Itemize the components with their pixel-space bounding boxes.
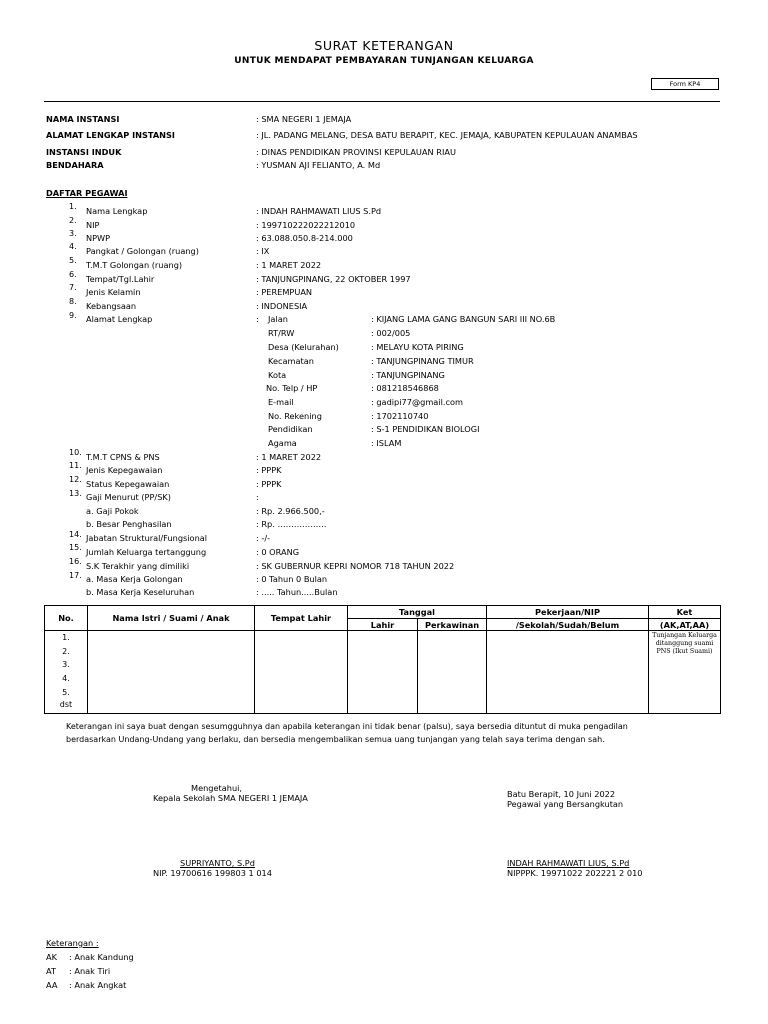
col-lahir-header: Lahir: [348, 619, 418, 631]
field-value: : Rp. ………………: [256, 519, 327, 529]
field-value: : 1 MARET 2022: [256, 260, 322, 270]
item-number: 15.: [69, 543, 82, 552]
field-label: a. Gaji Pokok: [86, 506, 139, 516]
legend-desc: : Anak Angkat: [69, 980, 127, 990]
alamat-value: : MELAYU KOTA PIRING: [371, 342, 464, 352]
alamat-label: Desa (Kelurahan): [268, 342, 339, 352]
sign-right-place-date: Batu Berapit, 10 Juni 2022: [507, 789, 616, 799]
ket-cell: [649, 631, 721, 714]
field-label: Tempat/Tgl.Lahir: [86, 274, 155, 284]
handwritten-note: Tunjangan Keluarga ditanggung suami PNS (Ikut Suami): [652, 632, 717, 655]
tempat-cell: [255, 631, 348, 714]
item-number: 11.: [69, 461, 82, 470]
legend-title: Keterangan :: [46, 938, 99, 948]
nama-cell: [88, 631, 255, 714]
field-value: : 0 Tahun 0 Bulan: [256, 574, 328, 584]
sign-left-name: SUPRIYANTO, S.Pd: [180, 858, 255, 868]
item-number: 17.: [69, 571, 82, 580]
item-number: 13.: [69, 489, 82, 498]
item-number: 2.: [69, 216, 77, 225]
header-divider: [44, 101, 720, 102]
pekerjaan-cell: [487, 631, 649, 714]
item-number: 5.: [69, 256, 77, 265]
field-label: Status Kepegawaian: [86, 479, 170, 489]
item-number: 8.: [69, 297, 77, 306]
field-value: : 199710222022212010: [256, 220, 356, 230]
alamat-value: : gadipi77@gmail.com: [371, 397, 463, 407]
field-value: : 63.088.050.8-214.000: [256, 233, 353, 243]
alamat-label: RT/RW: [268, 328, 295, 338]
field-value: : IX: [256, 246, 270, 256]
field-label: Jabatan Struktural/Fungsional: [86, 533, 208, 543]
field-value: : Rp. 2.966.500,-: [256, 506, 325, 516]
alamat-value: : S-1 PENDIDIKAN BIOLOGI: [371, 424, 480, 434]
sign-left-id: NIP. 19700616 199803 1 014: [153, 868, 272, 878]
legend-desc: : Anak Tiri: [69, 966, 111, 976]
alamat-value: : TANJUNGPINANG TIMUR: [371, 356, 474, 366]
field-value: : 0 ORANG: [256, 547, 300, 557]
field-label: b. Besar Penghasilan: [86, 519, 172, 529]
col-ket-header: Ket: [649, 606, 721, 619]
form-code-box: Form KP4: [651, 78, 719, 90]
field-label: S.K Terakhir yang dimiliki: [86, 561, 190, 571]
alamat-label: Agama: [268, 438, 297, 448]
field-value: :: [256, 314, 259, 324]
col-tanggal-header: Tanggal: [348, 606, 487, 619]
alamat-label: Kota: [268, 370, 287, 380]
alamat-value: : 1702110740: [371, 411, 429, 421]
instansi-value: : JL. PADANG MELANG, DESA BATU BERAPIT, KEC. JEMAJA, KABUPATEN KEPULAUAN ANAMBAS: [256, 130, 638, 140]
alamat-label: No. Telp / HP: [266, 383, 318, 393]
field-value: : -/-: [256, 533, 271, 543]
field-value: : TANJUNGPINANG, 22 OKTOBER 1997: [256, 274, 411, 284]
field-label: b. Masa Kerja Keseluruhan: [86, 587, 195, 597]
sign-right-name: INDAH RAHMAWATI LIUS, S.Pd: [507, 858, 630, 868]
field-label: T.M.T CPNS & PNS: [86, 452, 160, 462]
field-label: Jenis Kelamin: [86, 287, 141, 297]
instansi-value: : DINAS PENDIDIKAN PROVINSI KEPULAUAN RIAU: [256, 147, 456, 157]
field-label: Gaji Menurut (PP/SK): [86, 492, 171, 502]
alamat-label: Jalan: [268, 314, 288, 324]
field-label: Nama Lengkap: [86, 206, 148, 216]
item-number: 6.: [69, 270, 77, 279]
row-number: 5.: [62, 687, 70, 697]
sign-right-position: Pegawai yang Bersangkutan: [507, 799, 624, 809]
alamat-value: : ISLAM: [371, 438, 402, 448]
kawin-cell: [418, 631, 487, 714]
instansi-value: : YUSMAN AJI FELIANTO, A. Md: [256, 160, 381, 170]
field-label: T.M.T Golongan (ruang): [86, 260, 183, 270]
item-number: 16.: [69, 557, 82, 566]
sign-right-id: NIPPPK. 19971022 202221 2 010: [507, 868, 643, 878]
col-pekerjaan-header: Pekerjaan/NIP: [487, 606, 649, 619]
field-label: NPWP: [86, 233, 111, 243]
instansi-label: BENDAHARA: [46, 160, 104, 170]
instansi-value: : SMA NEGERI 1 JEMAJA: [256, 114, 352, 124]
row-number: 3.: [62, 660, 70, 670]
item-number: 9.: [69, 311, 77, 320]
instansi-label: INSTANSI INDUK: [46, 147, 122, 157]
field-label: a. Masa Kerja Golongan: [86, 574, 183, 584]
field-value: : PPPK: [256, 479, 282, 489]
row-number: 4.: [62, 674, 70, 684]
instansi-label: NAMA INSTANSI: [46, 114, 120, 124]
field-value: :: [256, 492, 259, 502]
field-label: Pangkat / Golongan (ruang): [86, 246, 199, 256]
col-tempat-header: Tempat Lahir: [255, 606, 348, 631]
item-number: 3.: [69, 229, 77, 238]
field-label: Alamat Lengkap: [86, 314, 153, 324]
col-kawin-header: Perkawinan: [418, 619, 487, 631]
statement-line2: berdasarkan Undang-Undang yang berlaku, dan bersedia mengembalikan semua uang tunjangan yang telah saya terima dengan sah.: [66, 735, 605, 744]
field-value: : 1 MARET 2022: [256, 452, 322, 462]
alamat-value: : 002/005: [371, 328, 411, 338]
col-no-header: No.: [45, 606, 88, 631]
field-label: NIP: [86, 220, 100, 230]
sign-left-heading: Mengetahui,: [191, 783, 243, 793]
col-nama-header: Nama Istri / Suami / Anak: [88, 606, 255, 631]
item-number: 10.: [69, 448, 82, 457]
field-label: Jenis Kepegawaian: [86, 465, 163, 475]
field-value: : INDAH RAHMAWATI LIUS S.Pd: [256, 206, 382, 216]
daftar-pegawai-title: DAFTAR PEGAWAI: [46, 188, 128, 198]
field-value: : ..... Tahun.....Bulan: [256, 587, 338, 597]
field-value: : SK GUBERNUR KEPRI NOMOR 718 TAHUN 2022: [256, 561, 455, 571]
item-number: 7.: [69, 283, 77, 292]
document-subtitle: UNTUK MENDAPAT PEMBAYARAN TUNJANGAN KELUARGA: [234, 56, 534, 66]
field-value: : PEREMPUAN: [256, 287, 313, 297]
alamat-value: : TANJUNGPINANG: [371, 370, 445, 380]
item-number: 4.: [69, 242, 77, 251]
item-number: 12.: [69, 475, 82, 484]
item-number: 1.: [69, 202, 77, 211]
field-label: Kebangsaan: [86, 301, 137, 311]
sign-left-position: Kepala Sekolah SMA NEGERI 1 JEMAJA: [153, 793, 308, 803]
field-value: : INDONESIA: [256, 301, 308, 311]
lahir-cell: [348, 631, 418, 714]
statement-line1: Keterangan ini saya buat dengan sesumgguhnya dan apabila keterangan ini tidak benar (palsu), saya bersedia dituntut di muka pengadilan: [66, 722, 628, 731]
col-ket-subheader: (AK,AT,AA): [649, 619, 721, 631]
legend-code: AA: [46, 980, 58, 990]
legend-code: AK: [46, 952, 57, 962]
alamat-label: E-mail: [268, 397, 294, 407]
field-label: Jumlah Keluarga tertanggung: [86, 547, 207, 557]
instansi-label: ALAMAT LENGKAP INSTANSI: [46, 130, 175, 140]
document-title: SURAT KETERANGAN: [314, 38, 454, 53]
alamat-label: Kecamatan: [268, 356, 314, 366]
family-table: [44, 605, 721, 714]
alamat-label: No. Rekening: [268, 411, 322, 421]
row-numbers-cell: [45, 631, 88, 714]
alamat-value: : 081218546868: [371, 383, 439, 393]
row-number: dst: [59, 699, 73, 709]
legend-code: AT: [46, 966, 56, 976]
row-number: 2.: [62, 646, 70, 656]
alamat-label: Pendidikan: [268, 424, 313, 434]
field-value: : PPPK: [256, 465, 282, 475]
legend-desc: : Anak Kandung: [69, 952, 134, 962]
alamat-value: : KIJANG LAMA GANG BANGUN SARI III NO.6B: [371, 314, 556, 324]
col-pekerjaan-subheader: /Sekolah/Sudah/Belum: [487, 619, 649, 631]
item-number: 14.: [69, 530, 82, 539]
row-number: 1.: [62, 633, 70, 642]
